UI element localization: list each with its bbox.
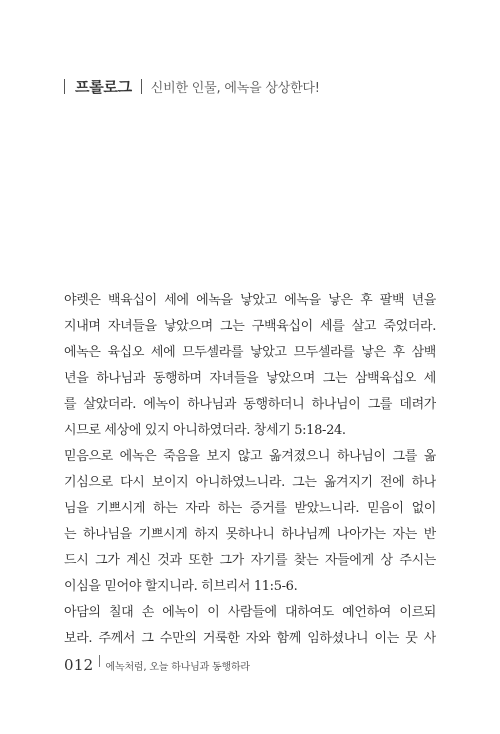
- text-line: 님을 기쁘시게 하는 자라 하는 증거를 받았느니라. 믿음이 없이: [64, 501, 436, 516]
- text-line: 는 하나님을 기쁘시게 하지 못하나니 하나님께 나아가는 자는 반: [64, 527, 436, 542]
- text-line: 아담의 칠대 손 에녹이 이 사람들에 대하여도 예언하여 이르되: [64, 605, 436, 620]
- text-line: 년을 하나님과 동행하며 자녀들을 낳았으며 그는 삼백육십오 세: [64, 371, 436, 386]
- footer-divider: [99, 655, 100, 667]
- page-footer: [64, 656, 250, 674]
- text-line: 기심으로 다시 보이지 아니하였느니라. 그는 옮겨지기 전에 하나: [64, 475, 436, 490]
- text-line: 지내며 자녀들을 낳았으며 그는 구백육십이 세를 살고 죽었더라.: [64, 319, 436, 334]
- body-text: [64, 288, 436, 652]
- text-line: 이심을 믿어야 할지니라. 히브리서 11:5-6.: [64, 579, 298, 594]
- running-header: [64, 76, 320, 97]
- header-left-divider: [64, 79, 65, 94]
- text-line: 드시 그가 계신 것과 또한 그가 자기를 찾는 자들에게 상 주시는: [64, 553, 436, 568]
- text-line: 를 살았더라. 에녹이 하나님과 동행하더니 하나님이 그를 데려가: [64, 397, 436, 412]
- text-line: 시므로 세상에 있지 아니하였더라. 창세기 5:18-24.: [64, 423, 346, 438]
- text-line: 에녹은 육십오 세에 므두셀라를 낳았고 므두셀라를 낳은 후 삼백: [64, 345, 436, 360]
- chapter-subtitle: 신비한 인물, 에녹을 상상한다!: [150, 81, 320, 96]
- book-title: 에녹처럼, 오늘 하나님과 동행하라: [105, 661, 250, 673]
- chapter-title: 프롤로그: [75, 78, 132, 96]
- text-line: 야렛은 백육십이 세에 에녹을 낳았고 에녹을 낳은 후 팔백 년을: [64, 293, 436, 308]
- page-number: 012: [64, 656, 94, 674]
- text-line: 보라. 주께서 그 수만의 거룩한 자와 함께 임하셨나니 이는 뭇 사: [64, 631, 436, 646]
- text-line: 믿음으로 에녹은 죽음을 보지 않고 옮겨졌으니 하나님이 그를 옮: [64, 449, 436, 464]
- header-middle-divider: [141, 79, 142, 94]
